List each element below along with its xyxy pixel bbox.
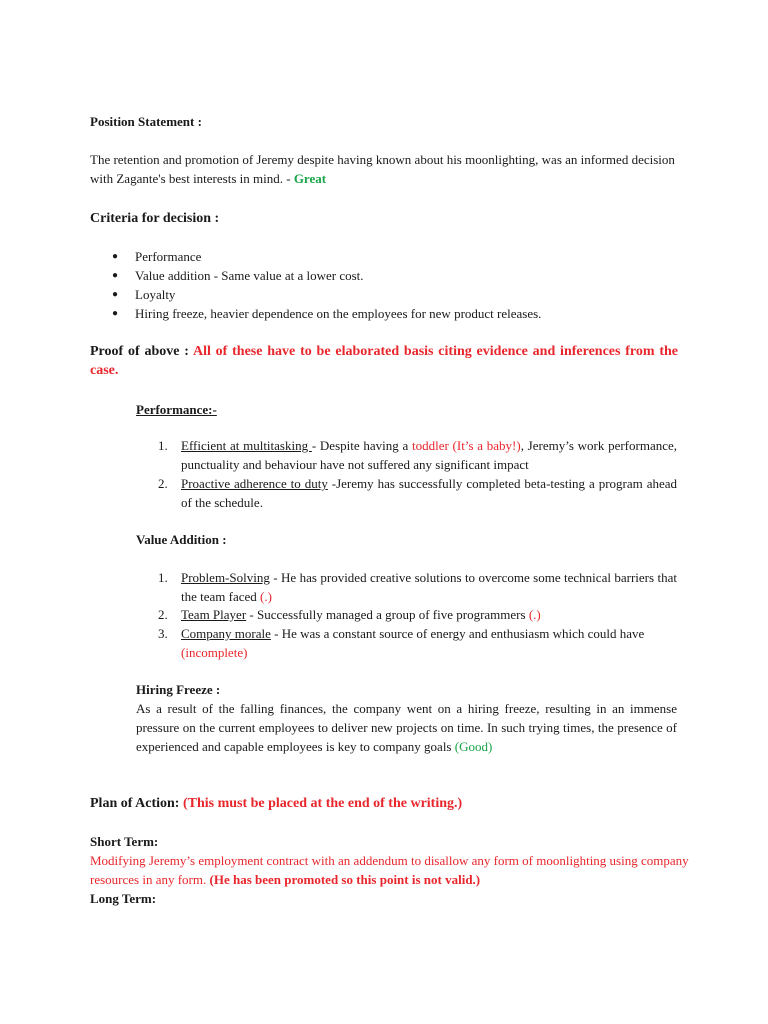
list-number: 2.: [158, 476, 168, 491]
item-text: - He was a constant source of energy and enthusiasm which could have: [270, 626, 645, 641]
performance-heading: Performance:-: [136, 402, 217, 417]
plan-comment: (This must be placed at the end of the writing.): [182, 796, 463, 811]
item-title: Company morale: [181, 626, 271, 641]
item-title: Efficient at multitasking: [181, 438, 312, 453]
short-term-text: Modifying Jeremy’s employment contract with an addendum to disallow any form of moonlighting using company resources in any form.: [90, 853, 689, 887]
value-addition-heading: Value Addition :: [136, 532, 227, 547]
hiring-freeze-paragraph: [136, 699, 677, 756]
long-term-heading: Long Term:: [90, 891, 157, 906]
proof-paragraph: [90, 342, 678, 380]
item-comment: (incomplete): [181, 645, 248, 660]
item-text: , Jeremy’s work performance, punctuality and behaviour have not suffered any significant impact: [181, 438, 678, 472]
list-item: ● Performance: [112, 247, 541, 266]
proof-comment: All of these have to be elaborated basis citing evidence and inferences from the case.: [90, 344, 679, 378]
list-number: 2.: [158, 607, 168, 622]
criteria-list: [112, 247, 541, 323]
list-number: 1.: [158, 438, 168, 453]
list-item: ● Hiring freeze, heavier dependence on the employees for new product releases.: [112, 304, 541, 323]
item-comment: (.): [528, 607, 541, 622]
position-statement-heading: Position Statement :: [90, 114, 202, 129]
performance-item-multitasking: [181, 436, 677, 474]
position-statement-paragraph: [90, 150, 690, 188]
item-title: Team Player: [181, 607, 247, 622]
hiring-freeze-text: As a result of the falling finances, the company went on a hiring freeze, resulting in an immense pressure on the current employees to deliver new projects on time. In such trying times, the presence of experienced and capable employees is key to company goals: [136, 701, 677, 754]
value-item-company-morale: [181, 624, 677, 662]
list-item: ● Loyalty: [112, 285, 541, 304]
item-text: - Despite having a: [311, 438, 412, 453]
item-text: -Jeremy has successfully completed beta-testing a program ahead of the schedule.: [181, 476, 678, 510]
plan-paragraph: [90, 794, 462, 813]
list-number: 3.: [158, 626, 168, 641]
hiring-freeze-heading: Hiring Freeze :: [136, 682, 221, 697]
short-term-heading: Short Term:: [90, 834, 159, 849]
value-item-problem-solving: [181, 568, 677, 606]
item-title: Proactive adherence to duty: [181, 476, 328, 491]
item-text: - Successfully managed a group of five programmers: [246, 607, 529, 622]
list-number: 1.: [158, 570, 168, 585]
position-statement-comment: Great: [293, 171, 327, 186]
list-item: ● Value addition - Same value at a lower cost.: [112, 266, 541, 285]
item-text: - He has provided creative solutions to overcome some technical barriers that the team faced: [181, 570, 677, 604]
value-item-team-player: [181, 605, 677, 624]
performance-item-adherence: [181, 474, 677, 512]
item-highlight: toddler (It’s a baby!): [412, 438, 521, 453]
position-statement-text: The retention and promotion of Jeremy despite having known about his moonlighting, was an informed decision with Zagante's best interests in mind. -: [90, 152, 675, 186]
item-title: Problem-Solving: [181, 570, 270, 585]
proof-heading: Proof of above :: [90, 344, 193, 359]
plan-heading: Plan of Action:: [90, 796, 183, 811]
short-term-paragraph: [90, 851, 690, 889]
item-comment: (.): [260, 589, 272, 604]
hiring-freeze-comment: (Good): [454, 739, 493, 754]
criteria-heading: Criteria for decision :: [90, 211, 220, 226]
short-term-comment: (He has been promoted so this point is not valid.): [209, 872, 481, 887]
